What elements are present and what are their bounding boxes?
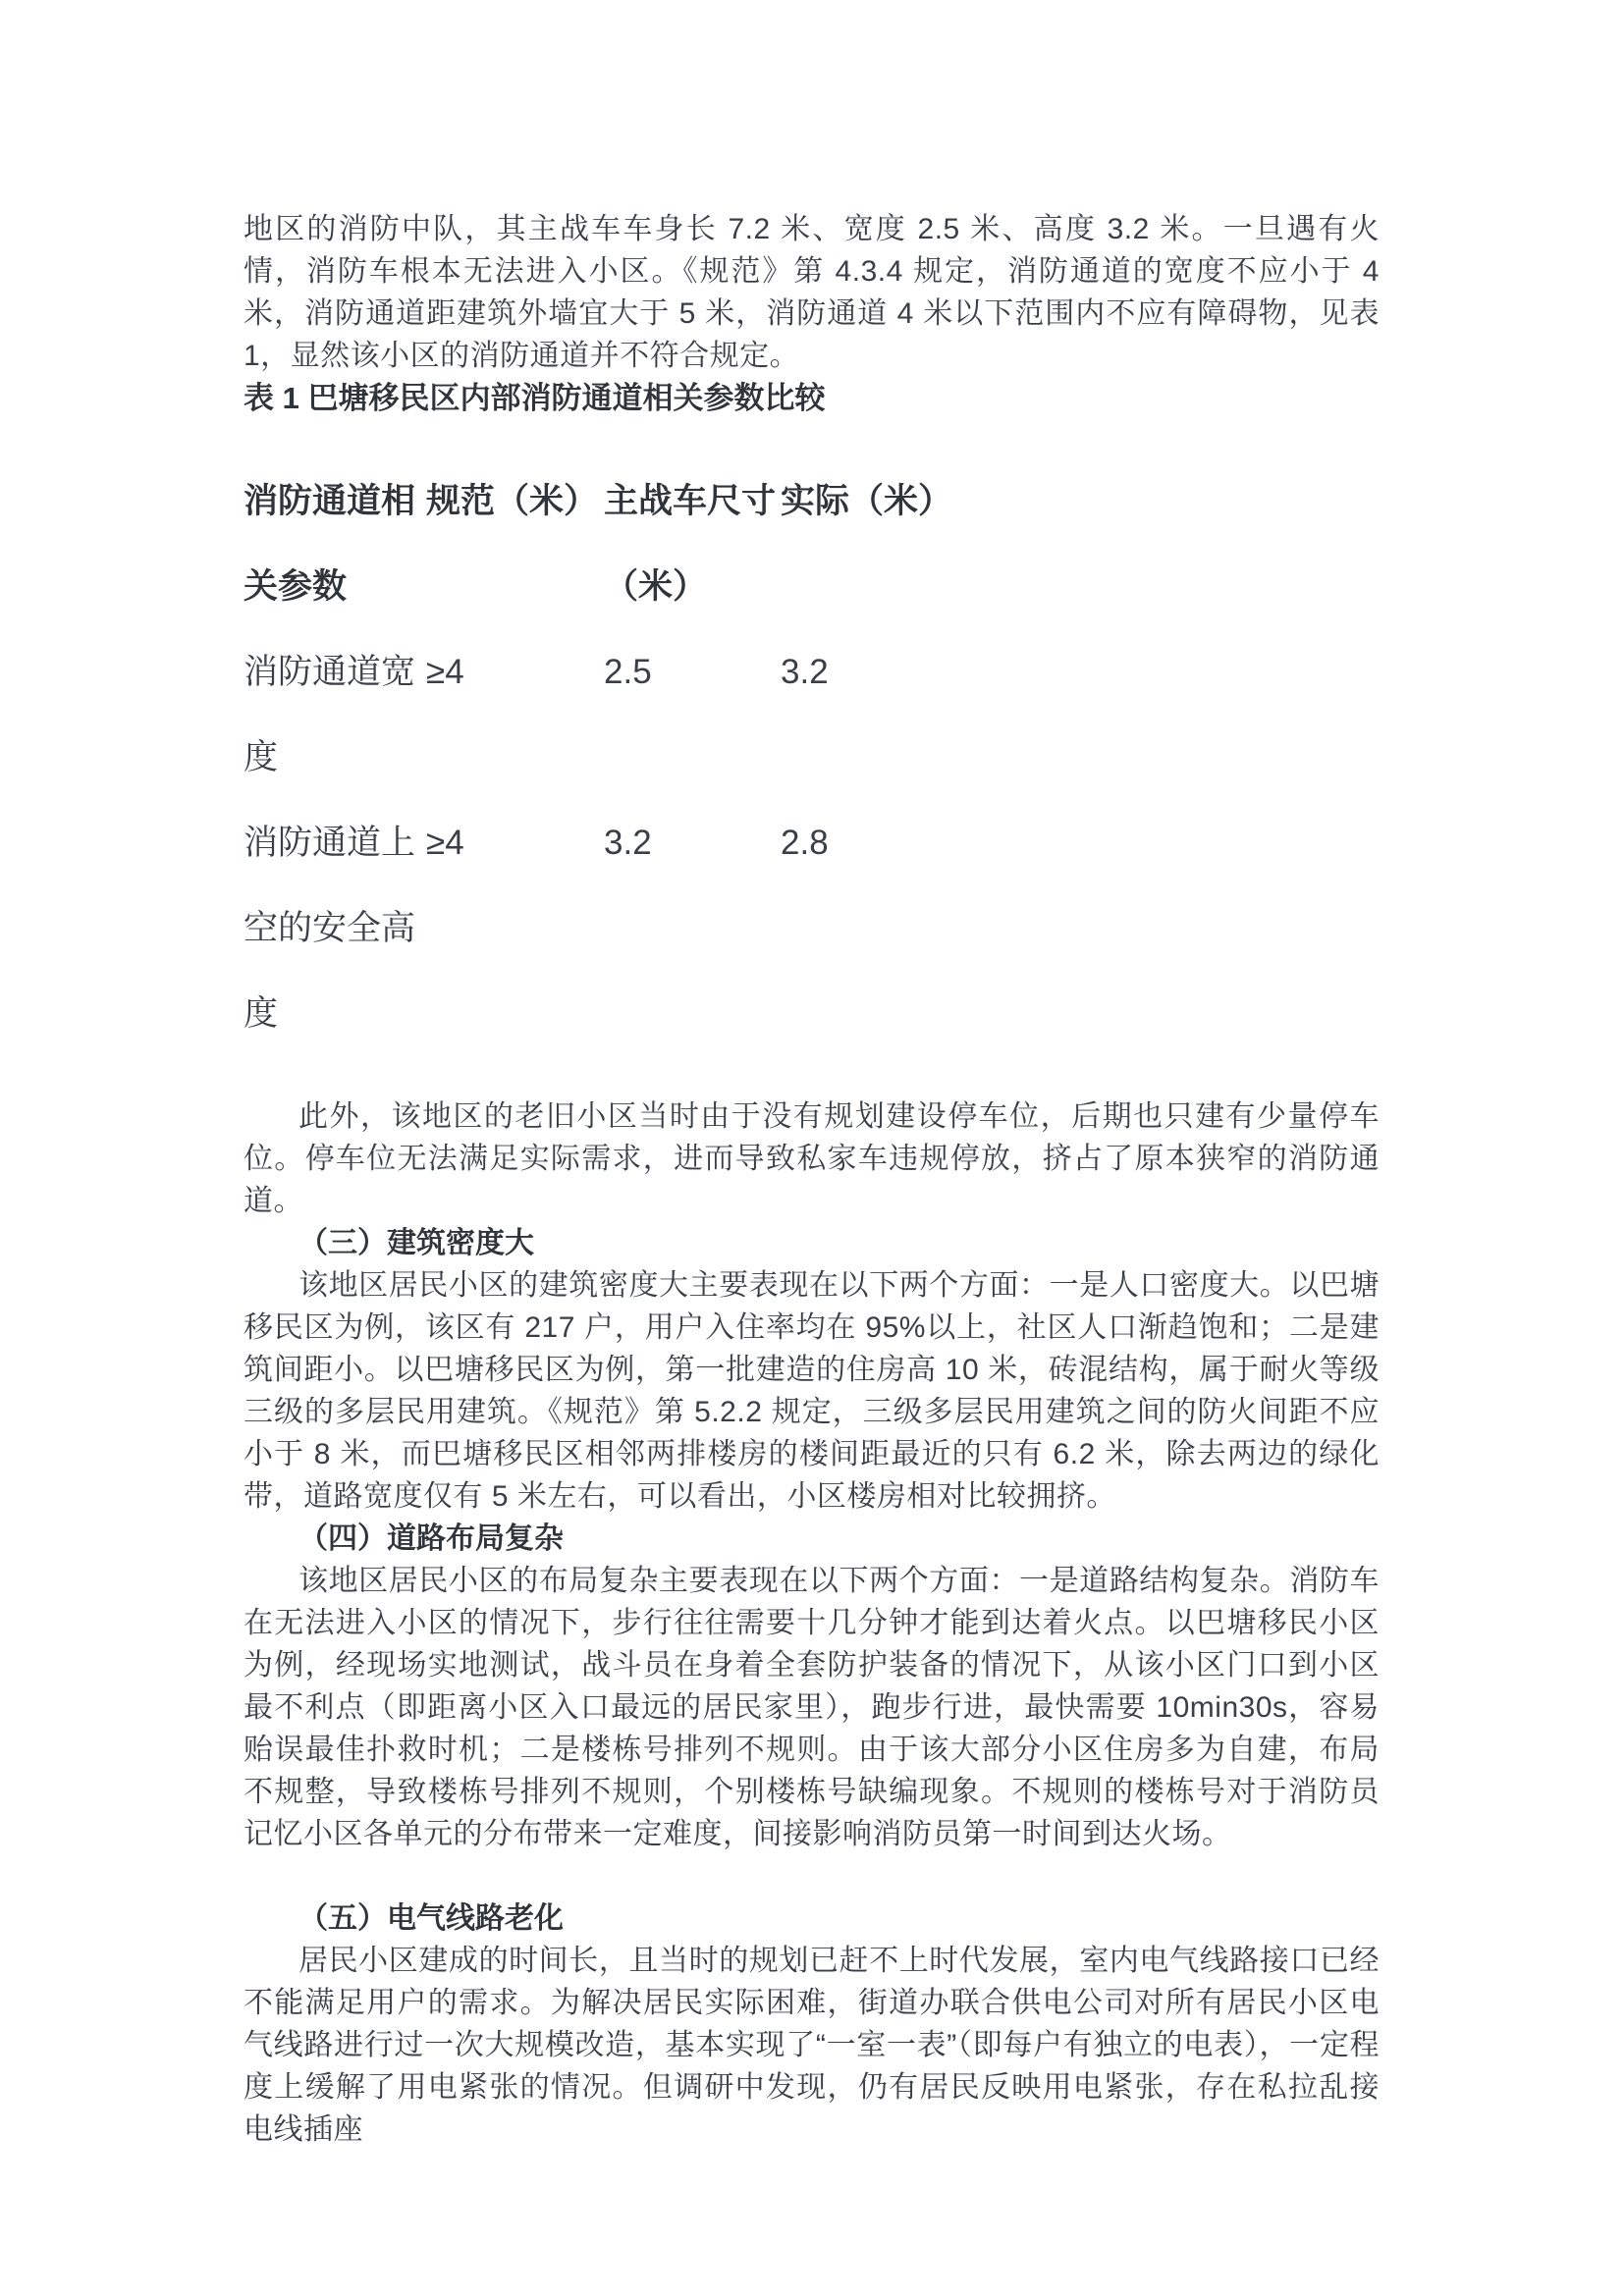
table-header-actual: 实际（米） <box>781 482 953 520</box>
table-cell-actual: 2.8 <box>781 824 829 862</box>
table-cell-parameter: 消防通道宽度 <box>244 653 416 776</box>
paragraph-road-layout: 该地区居民小区的布局复杂主要表现在以下两个方面：一是道路结构复杂。消防车在无法进入小区的情况下，步行往往需要十几分钟才能到达着火点。以巴塘移民小区为例，经现场实地测试，战斗员在身着全套防护装备的情况下，从该小区门口到小区最不利点（即距离小区入口最远的居民家里），跑步行进，最快需要 10min30s，容易贻误最佳扑救时机；二是楼栋号排列不规则。由于该大部分小区住房多为自建，布局不规整，导致楼栋号排列不规则，个别楼栋号缺编现象。不规则的楼栋号对于消防员记忆小区各单元的分布带来一定难度，间接影响消防员第一时间到达火场。 <box>244 1565 1380 1850</box>
table-row <box>244 629 992 800</box>
paragraph-parking: 此外，该地区的老旧小区当时由于没有规划建设停车位，后期也只建有少量停车位。停车位无法满足实际需求，进而导致私家车违规停放，挤占了原本狭窄的消防通道。 <box>244 1100 1380 1217</box>
table-cell-standard: ≥4 <box>426 824 464 862</box>
table-row <box>244 800 992 1056</box>
table-header-row <box>244 458 992 629</box>
table-caption: 表 1 巴塘移民区内部消防通道相关参数比较 <box>244 381 826 415</box>
paragraph-building-density: 该地区居民小区的建筑密度大主要表现在以下两个方面：一是人口密度大。以巴塘移民区为例，该区有 217 户，用户入住率均在 95%以上，社区人口渐趋饱和；二是建筑间距小。以巴塘移民区为例，第一批建造的住房高 10 米，砖混结构，属于耐火等级三级的多层民用建筑。《规范》第 5.2.2 规定，三级多层民用建筑之间的防火间距不应小于 8 米，而巴塘移民区相邻两排楼房的楼间距最近的只有 6.2 米，除去两边的绿化带，道路宽度仅有 5 米左右，可以看出，小区楼房相对比较拥挤。 <box>244 1269 1380 1513</box>
table-cell-actual: 3.2 <box>781 653 829 691</box>
table-header-standard: 规范（米） <box>426 482 599 520</box>
heading-road-layout: （四）道路布局复杂 <box>298 1522 564 1555</box>
table-cell-truck-size: 3.2 <box>604 824 652 862</box>
table-cell-standard: ≥4 <box>426 653 464 691</box>
paragraph-electrical-aging: 居民小区建成的时间长，且当时的规划已赶不上时代发展，室内电气线路接口已经不能满足用户的需求。为解决居民实际困难，街道办联合供电公司对所有居民小区电气线路进行过一次大规模改造，基本实现了“一室一表”（即每户有独立的电表），一定程度上缓解了用电紧张的情况。但调研中发现，仍有居民反映用电紧张，存在私拉乱接电线插座 <box>244 1945 1380 2146</box>
paragraph-fire-lane-intro: 地区的消防中队，其主战车车身长 7.2 米、宽度 2.5 米、高度 3.2 米。一旦遇有火情，消防车根本无法进入小区。《规范》第 4.3.4 规定，消防通道的宽度不应小于 4 米，消防通道距建筑外墙宜大于 5 米，消防通道 4 米以下范围内不应有障碍物，见表 1，显然该小区的消防通道并不符合规定。 <box>244 213 1380 372</box>
table-header-truck-size: 主战车尺寸（米） <box>604 482 777 606</box>
heading-electrical-aging: （五）电气线路老化 <box>298 1902 564 1935</box>
fire-lane-parameter-table <box>244 458 992 1056</box>
table-header-parameter: 消防通道相关参数 <box>244 482 416 606</box>
table-cell-parameter: 消防通道上空的安全高度 <box>244 824 416 1033</box>
table-cell-truck-size: 2.5 <box>604 653 652 691</box>
heading-building-density: （三）建筑密度大 <box>298 1227 534 1259</box>
